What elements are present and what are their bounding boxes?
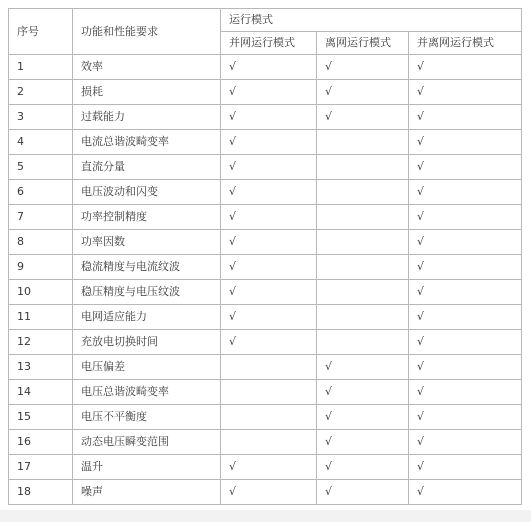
check-grid-mode — [221, 380, 317, 405]
check-both-mode: √ — [409, 430, 522, 455]
row-function-name: 直流分量 — [73, 155, 221, 180]
check-offgrid-mode: √ — [317, 430, 409, 455]
check-offgrid-mode — [317, 205, 409, 230]
table-row — [9, 430, 522, 455]
row-number: 5 — [9, 155, 73, 180]
check-offgrid-mode — [317, 305, 409, 330]
check-both-mode: √ — [409, 180, 522, 205]
check-grid-mode: √ — [221, 480, 317, 505]
header-mode-grid: 并网运行模式 — [221, 32, 317, 55]
check-offgrid-mode — [317, 155, 409, 180]
check-both-mode: √ — [409, 330, 522, 355]
header-mode-group: 运行模式 — [221, 9, 522, 32]
check-offgrid-mode: √ — [317, 105, 409, 130]
row-number: 15 — [9, 405, 73, 430]
check-offgrid-mode — [317, 280, 409, 305]
check-grid-mode — [221, 430, 317, 455]
check-both-mode: √ — [409, 55, 522, 80]
check-offgrid-mode: √ — [317, 455, 409, 480]
header-mode-both: 并离网运行模式 — [409, 32, 522, 55]
row-function-name: 功率因数 — [73, 230, 221, 255]
check-grid-mode: √ — [221, 280, 317, 305]
check-both-mode: √ — [409, 480, 522, 505]
row-number: 11 — [9, 305, 73, 330]
check-grid-mode: √ — [221, 180, 317, 205]
row-function-name: 动态电压瞬变范围 — [73, 430, 221, 455]
check-both-mode: √ — [409, 405, 522, 430]
table-row — [9, 330, 522, 355]
check-grid-mode: √ — [221, 455, 317, 480]
check-both-mode: √ — [409, 305, 522, 330]
row-number: 14 — [9, 380, 73, 405]
header-function: 功能和性能要求 — [73, 9, 221, 55]
row-number: 13 — [9, 355, 73, 380]
table-row — [9, 255, 522, 280]
row-function-name: 损耗 — [73, 80, 221, 105]
row-function-name: 电压偏差 — [73, 355, 221, 380]
check-offgrid-mode: √ — [317, 355, 409, 380]
check-grid-mode: √ — [221, 55, 317, 80]
row-function-name: 噪声 — [73, 480, 221, 505]
check-grid-mode — [221, 355, 317, 380]
check-grid-mode: √ — [221, 80, 317, 105]
row-number: 9 — [9, 255, 73, 280]
row-number: 18 — [9, 480, 73, 505]
header-mode-offgrid: 离网运行模式 — [317, 32, 409, 55]
check-offgrid-mode: √ — [317, 55, 409, 80]
row-function-name: 电压波动和闪变 — [73, 180, 221, 205]
row-function-name: 温升 — [73, 455, 221, 480]
check-grid-mode: √ — [221, 305, 317, 330]
row-function-name: 电流总谐波畸变率 — [73, 130, 221, 155]
check-both-mode: √ — [409, 80, 522, 105]
row-number: 2 — [9, 80, 73, 105]
check-grid-mode: √ — [221, 205, 317, 230]
check-offgrid-mode — [317, 130, 409, 155]
check-both-mode: √ — [409, 105, 522, 130]
check-both-mode: √ — [409, 155, 522, 180]
row-number: 8 — [9, 230, 73, 255]
row-number: 12 — [9, 330, 73, 355]
table-row — [9, 230, 522, 255]
table-body — [9, 55, 522, 505]
check-both-mode: √ — [409, 280, 522, 305]
row-function-name: 稳流精度与电流纹波 — [73, 255, 221, 280]
table-row — [9, 455, 522, 480]
row-function-name: 电压总谐波畸变率 — [73, 380, 221, 405]
check-both-mode: √ — [409, 380, 522, 405]
check-grid-mode — [221, 405, 317, 430]
table-row — [9, 105, 522, 130]
row-function-name: 功率控制精度 — [73, 205, 221, 230]
table-row — [9, 205, 522, 230]
table-row — [9, 305, 522, 330]
row-function-name: 充放电切换时间 — [73, 330, 221, 355]
table-row — [9, 355, 522, 380]
header-row-top — [9, 9, 522, 32]
header-seq: 序号 — [9, 9, 73, 55]
check-both-mode: √ — [409, 230, 522, 255]
row-number: 1 — [9, 55, 73, 80]
check-offgrid-mode — [317, 230, 409, 255]
row-function-name: 效率 — [73, 55, 221, 80]
row-function-name: 电压不平衡度 — [73, 405, 221, 430]
bottom-strip — [0, 510, 531, 522]
table-header — [9, 9, 522, 55]
table-row — [9, 480, 522, 505]
check-grid-mode: √ — [221, 130, 317, 155]
check-grid-mode: √ — [221, 230, 317, 255]
check-grid-mode: √ — [221, 105, 317, 130]
check-offgrid-mode: √ — [317, 405, 409, 430]
check-both-mode: √ — [409, 205, 522, 230]
table-row — [9, 55, 522, 80]
check-offgrid-mode — [317, 180, 409, 205]
table-row — [9, 405, 522, 430]
row-number: 10 — [9, 280, 73, 305]
check-grid-mode: √ — [221, 255, 317, 280]
row-number: 4 — [9, 130, 73, 155]
table-row — [9, 80, 522, 105]
check-both-mode: √ — [409, 455, 522, 480]
check-offgrid-mode — [317, 330, 409, 355]
row-number: 16 — [9, 430, 73, 455]
row-number: 3 — [9, 105, 73, 130]
table-row — [9, 380, 522, 405]
check-both-mode: √ — [409, 355, 522, 380]
table-row — [9, 130, 522, 155]
check-grid-mode: √ — [221, 155, 317, 180]
table-row — [9, 155, 522, 180]
requirements-table — [8, 8, 522, 505]
row-number: 6 — [9, 180, 73, 205]
check-both-mode: √ — [409, 130, 522, 155]
row-number: 7 — [9, 205, 73, 230]
row-number: 17 — [9, 455, 73, 480]
row-function-name: 过载能力 — [73, 105, 221, 130]
check-offgrid-mode: √ — [317, 80, 409, 105]
check-offgrid-mode: √ — [317, 480, 409, 505]
row-function-name: 稳压精度与电压纹波 — [73, 280, 221, 305]
table-row — [9, 180, 522, 205]
check-offgrid-mode — [317, 255, 409, 280]
row-function-name: 电网适应能力 — [73, 305, 221, 330]
check-both-mode: √ — [409, 255, 522, 280]
table-row — [9, 280, 522, 305]
check-offgrid-mode: √ — [317, 380, 409, 405]
check-grid-mode: √ — [221, 330, 317, 355]
